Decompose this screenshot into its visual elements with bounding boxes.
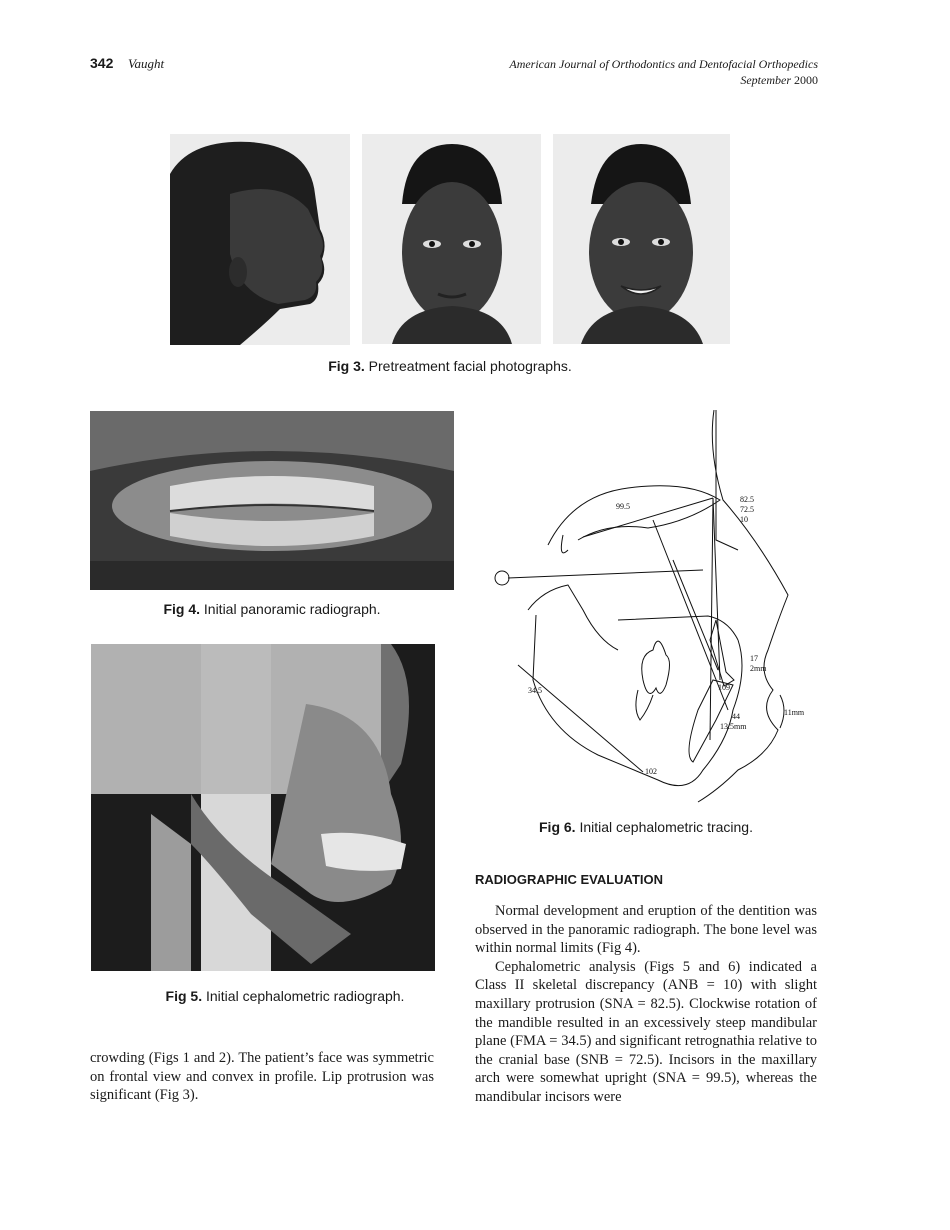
fig4-panoramic-radiograph — [90, 411, 454, 590]
label-soft-tissue: 11mm — [784, 708, 805, 717]
label-lower-incisor: 44 — [732, 712, 740, 721]
right-column-text — [475, 902, 817, 1107]
fig4-label: Fig 4. — [163, 601, 200, 617]
issue-year: 2000 — [794, 73, 818, 87]
fig3-caption — [170, 358, 730, 374]
fig3-profile-photo — [170, 134, 350, 345]
label-n-angle: 109 — [718, 683, 730, 692]
issue-date — [740, 73, 818, 88]
running-author: Vaught — [128, 56, 165, 71]
label-fma: 34.5 — [528, 686, 542, 695]
paragraph-1: Normal development and eruption of the dentition was observed in the panoramic radiograph. The bone level was within normal limits (Fig 4). — [475, 903, 817, 957]
issue-month: September — [740, 73, 791, 87]
label-snb: 72.5 — [740, 505, 754, 514]
fig6-caption — [475, 819, 817, 835]
label-impa: 102 — [645, 767, 657, 776]
page-number: 342 — [90, 55, 114, 71]
fig3-label: Fig 3. — [328, 358, 365, 374]
left-column-text — [90, 1049, 434, 1105]
fig6-cephalometric-tracing — [488, 410, 818, 805]
fig3-smiling-photo — [553, 134, 730, 344]
fig5-caption — [91, 988, 479, 1004]
fig6-caption-text: Initial cephalometric tracing. — [579, 819, 753, 835]
section-heading: RADIOGRAPHIC EVALUATION — [475, 872, 664, 887]
label-lower-lip: 13.5mm — [720, 722, 747, 731]
label-sna: 82.5 — [740, 495, 754, 504]
fig3-caption-text: Pretreatment facial photographs. — [368, 358, 572, 374]
label-ans-pog: 17 — [750, 654, 758, 663]
fig5-label: Fig 5. — [165, 988, 203, 1004]
paragraph-2: Cephalometric analysis (Figs 5 and 6) indicated a Class II skeletal discrepancy (ANB = 10) with slight maxillary protrusion (SNA = 82.5). Clockwise rotation of the mandible resulted in an excessively steep mandibular plane (FMA = 34.5) and significant retrognathia relative to the cranial base (SNB = 72.5). Incisors in the maxillary arch were somewhat upright (SNA = 99.5), whereas the mandibular incisors were — [475, 958, 817, 1105]
label-u1-sn: 99.5 — [616, 502, 630, 511]
journal-title: American Journal of Orthodontics and Dentofacial Orthopedics — [509, 57, 818, 71]
label-anb: 10 — [740, 515, 748, 524]
fig3-frontal-photo — [362, 134, 541, 344]
fig5-cephalometric-radiograph — [91, 644, 435, 971]
fig4-caption-text: Initial panoramic radiograph. — [203, 601, 381, 617]
label-upper-lip: 2mm — [750, 664, 767, 673]
fig5-caption-text: Initial cephalometric radiograph. — [206, 988, 405, 1004]
fig4-caption — [90, 601, 454, 617]
left-paragraph: crowding (Figs 1 and 2). The patient’s face was symmetric on frontal view and convex in profile. Lip protrusion was significant (Fig 3). — [90, 1050, 434, 1104]
fig6-label: Fig 6. — [539, 819, 576, 835]
